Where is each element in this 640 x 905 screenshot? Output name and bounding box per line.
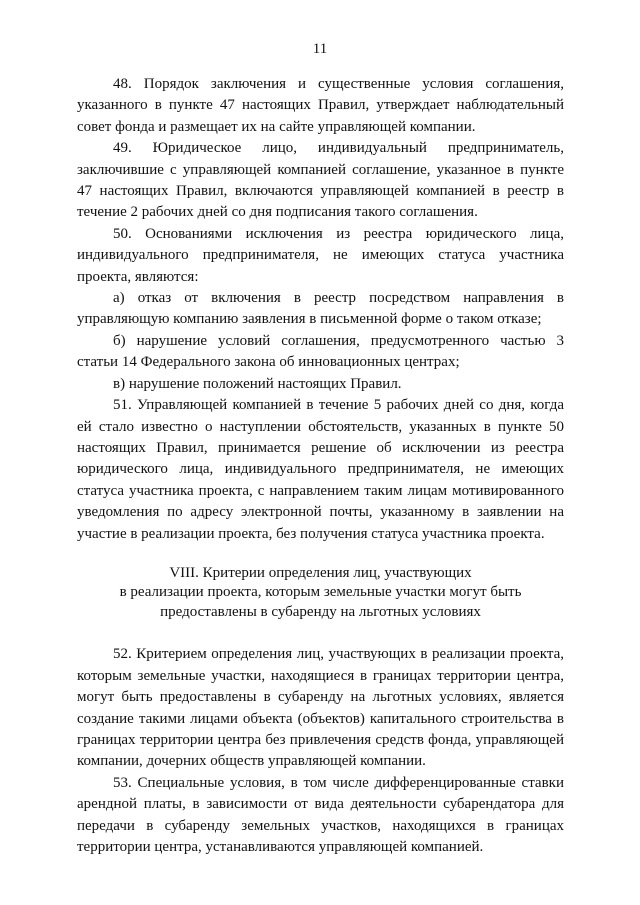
paragraph-48: 48. Порядок заключения и существенные условия соглашения, указанного в пункте 47 настоящих Правил, утверждает наблюдательный совет фонда и размещает их на сайте управляющей компании. — [77, 76, 564, 135]
section-heading — [77, 564, 564, 623]
document-body — [77, 74, 564, 859]
paragraph-53: 53. Специальные условия, в том числе дифференцированные ставки арендной платы, в зависимости от вида деятельности субарендатора для передачи в субаренду земельных участков, находящихся в границах территории центра, устанавливаются управляющей компанией. — [77, 774, 564, 856]
section-heading-line-3: предоставлены в субаренду на льготных условиях — [160, 603, 481, 620]
section-heading-line-1: VIII. Критерии определения лиц, участвующих — [169, 564, 472, 581]
paragraph-51: 51. Управляющей компанией в течение 5 рабочих дней со дня, когда ей стало известно о наступлении обстоятельств, указанных в пункте 50 настоящих Правил, принимается решение об исключении из реестра юридического лица, индивидуального предпринимателя, не имеющих статуса участника проекта, с направлением таким лицам мотивированного уведомления по адресу электронной почты, указанному в заявлении на участие в реализации проекта, без получения статуса участника проекта. — [77, 397, 564, 542]
section-heading-line-2: в реализации проекта, которым земельные участки могут быть — [119, 584, 522, 601]
paragraph-50: 50. Основаниями исключения из реестра юридического лица, индивидуального предпринимателя, не имеющих статуса участника проекта, являются: — [77, 225, 564, 285]
paragraph-50-b: б) нарушение условий соглашения, предусмотренного частью 3 статьи 14 Федерального закона об инновационных центрах; — [77, 332, 564, 371]
paragraph-50-v: в) нарушение положений настоящих Правил. — [113, 375, 402, 392]
paragraph-49: 49. Юридическое лицо, индивидуальный предприниматель, заключившие с управляющей компанией соглашение, указанное в пункте 47 настоящих Правил, включаются управляющей компанией в реестр в течение 2 рабочих дней со дня подписания такого соглашения. — [77, 140, 564, 221]
page-number: 11 — [312, 41, 328, 57]
paragraph-52: 52. Критерием определения лиц, участвующих в реализации проекта, которым земельные участки, находящиеся в границах территории центра, могут быть предоставлены в субаренду на льготных условиях, является создание такими лицами объекта (объектов) капитального строительства в границах территории центра без привлечения средств фонда, управляющей компании, дочерних обществ управляющей компании. — [77, 646, 564, 770]
paragraph-50-a: а) отказ от включения в реестр посредством направления в управляющую компанию заявления в письменной форме о таком отказе; — [77, 290, 564, 328]
